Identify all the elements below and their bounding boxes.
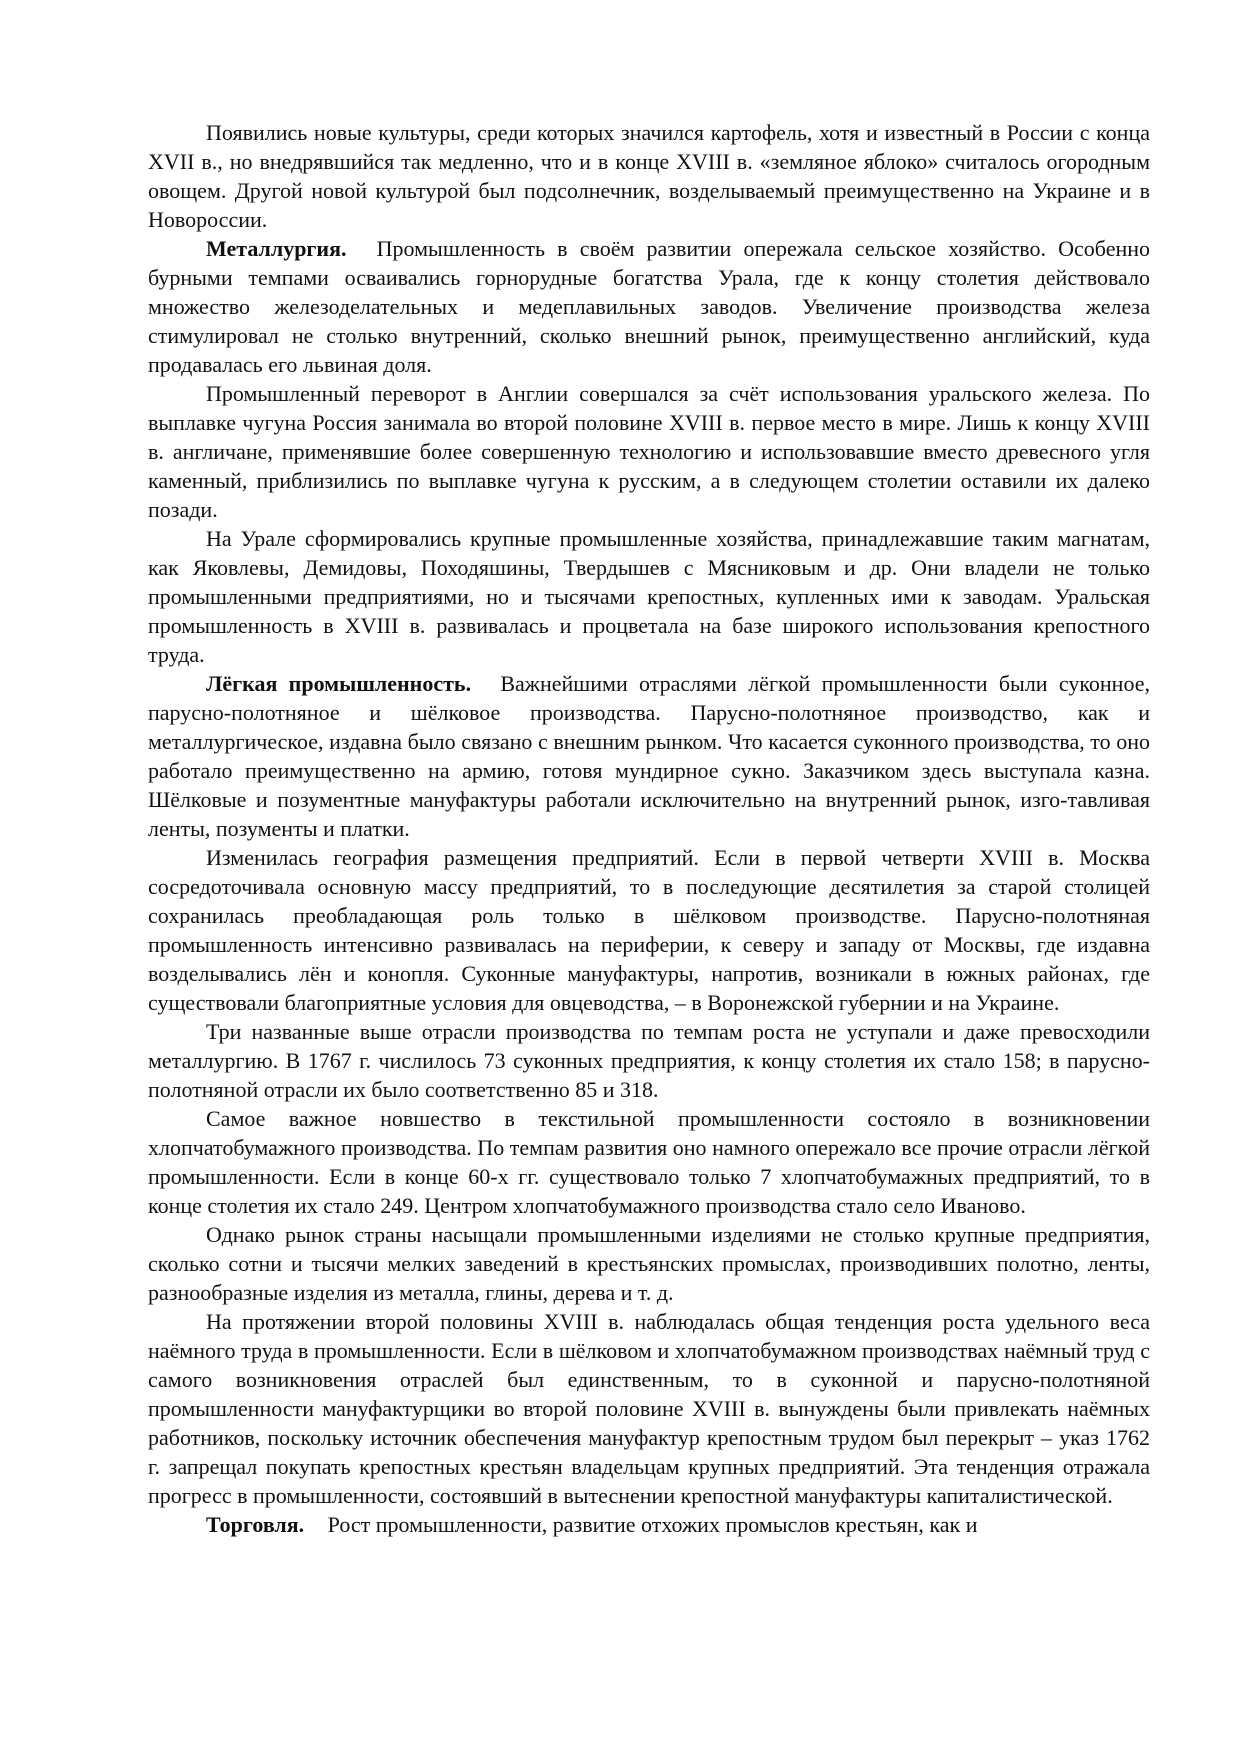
paragraph-text: На Урале сформировались крупные промышленные хозяйства, принадлежавшие таким магнатам, как Яковлевы, Демидовы, Походяшины, Твердышев с Мясниковым и др. Они владели не только промышленными предприятиями, но и тысячами крепостных, купленных ими к заводам. Уральская промышленность в XVIII в. развивалась и процветала на базе широкого использования крепостного труда. bbox=[148, 526, 1150, 667]
paragraph bbox=[148, 1104, 1150, 1220]
paragraph-metallurgy bbox=[148, 234, 1150, 379]
paragraph bbox=[148, 118, 1150, 234]
paragraph bbox=[148, 379, 1150, 524]
paragraph bbox=[148, 843, 1150, 1017]
paragraph-text: Промышленность в своём развитии опережала сельское хозяйство. Особенно бурными темпами осваивались горнорудные богатства Урала, где к концу столетия действовало множество железоделательных и медеплавильных заводов. Увеличение производства железа стимулировал не столько внутренний, сколько внешний рынок, преимущественно английский, куда продавалась его львиная доля. bbox=[148, 236, 1151, 377]
paragraph bbox=[148, 524, 1150, 669]
paragraph-text: Появились новые культуры, среди которых значился картофель, хотя и известный в России с конца XVII в., но внедрявшийся так медленно, что и в конце XVIII в. «земляное яблоко» считалось огородным овощем. Другой новой культурой был подсолнечник, возделываемый преимущественно на Украине и в Новороссии. bbox=[148, 120, 1150, 232]
paragraph bbox=[148, 1220, 1150, 1307]
section-heading: Торговля. bbox=[206, 1512, 305, 1537]
paragraph-light-industry bbox=[148, 669, 1150, 843]
paragraph-text: На протяжении второй половины XVIII в. наблюдалась общая тенденция роста удельного веса наёмного труда в промышленности. Если в шёлковом и хлопчатобумажном производствах наёмный труд с самого возникновения отраслей был единственным, то в суконной и парусно-полотняной промышленности мануфактурщики во второй половине XVIII в. вынуждены были привлекать наёмных работников, поскольку источник обеспечения мануфактур крепостным трудом был перекрыт – указ 1762 г. запрещал покупать крепостных крестьян владельцам крупных предприятий. Эта тенденция отражала прогресс в промышленности, состоявший в вытеснении крепостной мануфактуры капиталистической. bbox=[148, 1309, 1150, 1508]
paragraph-text: Рост промышленности, развитие отхожих промыслов крестьян, как и bbox=[327, 1512, 978, 1537]
paragraph bbox=[148, 1307, 1150, 1510]
paragraph-text: Однако рынок страны насыщали промышленными изделиями не столько крупные предприятия, сколько сотни и тысячи мелких заведений в крестьянских промыслах, производивших полотно, ленты, разнообразные изделия из металла, глины, дерева и т. д. bbox=[148, 1222, 1150, 1305]
paragraph-text: Важнейшими отраслями лёгкой промышленности были суконное, парусно-полотняное и шёлковое производства. Парусно-полотняное производство, как и металлургическое, издавна было связано с внешним рынком. Что касается суконного производства, то оно работало преимущественно на армию, готовя мундирное сукно. Заказчиком здесь выступала казна. Шёлковые и позументные мануфактуры работали исключительно на внутренний рынок, изго-тавливая ленты, позументы и платки. bbox=[148, 671, 1150, 841]
document-page bbox=[148, 118, 1150, 1539]
paragraph-text: Промышленный переворот в Англии совершался за счёт использования уральского железа. По выплавке чугуна Россия занимала во второй половине XVIII в. первое место в мире. Лишь к концу XVIII в. англичане, применявшие более совершенную технологию и использовавшие вместо древесного угля каменный, приблизились по выплавке чугуна к русским, а в следующем столетии оставили их далеко позади. bbox=[148, 381, 1150, 522]
section-heading: Металлургия. bbox=[206, 236, 347, 261]
section-heading: Лёгкая промышленность. bbox=[206, 671, 472, 696]
paragraph-trade bbox=[148, 1510, 1150, 1539]
paragraph bbox=[148, 1017, 1150, 1104]
paragraph-text: Три названные выше отрасли производства по темпам роста не уступали и даже превосходили металлургию. В 1767 г. числилось 73 суконных предприятия, к концу столетия их стало 158; в парусно-полотняной отрасли их было соответственно 85 и 318. bbox=[148, 1019, 1150, 1102]
paragraph-text: Самое важное новшество в текстильной промышленности состояло в возникновении хлопчатобумажного производства. По темпам развития оно намного опережало все прочие отрасли лёгкой промышленности. Если в конце 60-х гг. существовало только 7 хлопчатобумажных предприятий, то в конце столетия их стало 249. Центром хлопчатобумажного производства стало село Иваново. bbox=[148, 1106, 1150, 1218]
paragraph-text: Изменилась география размещения предприятий. Если в первой четверти XVIII в. Москва сосредоточивала основную массу предприятий, то в последующие десятилетия за старой столицей сохранилась преобладающая роль только в шёлковом производстве. Парусно-полотняная промышленность интенсивно развивалась на периферии, к северу и западу от Москвы, где издавна возделывались лён и конопля. Суконные мануфактуры, напротив, возникали в южных районах, где существовали благоприятные условия для овцеводства, – в Воронежской губернии и на Украине. bbox=[148, 845, 1150, 1015]
